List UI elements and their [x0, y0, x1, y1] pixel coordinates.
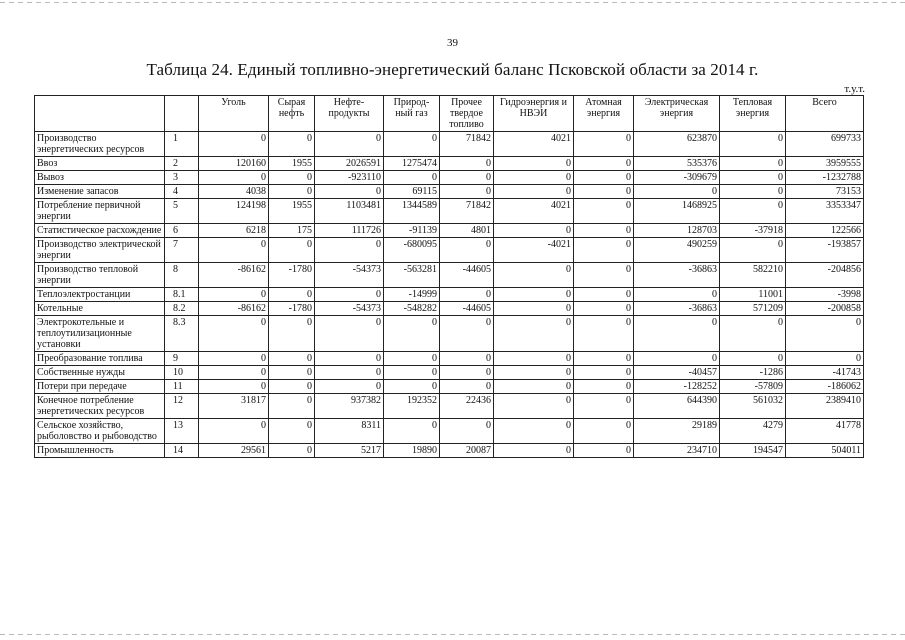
table-cell: 0: [384, 419, 440, 444]
table-row: [35, 366, 864, 380]
table-title: Таблица 24. Единый топливно-энергетический баланс Псковской области за 2014 г.: [146, 60, 759, 79]
table-cell: 0: [199, 171, 269, 185]
row-label: Потребление первичной энергии: [35, 199, 165, 224]
table-cell: 0: [440, 380, 494, 394]
table-cell: 4801: [440, 224, 494, 238]
table-cell: 0: [494, 224, 574, 238]
table-cell: 8311: [315, 419, 384, 444]
table-cell: -309679: [634, 171, 720, 185]
row-label: Теплоэлектростанции: [35, 288, 165, 302]
row-code: 14: [165, 444, 199, 458]
table-cell: 937382: [315, 394, 384, 419]
table-cell: 0: [384, 352, 440, 366]
table-cell: -86162: [199, 302, 269, 316]
table-cell: 0: [720, 199, 786, 224]
table-cell: 71842: [440, 199, 494, 224]
table-cell: 699733: [786, 132, 864, 157]
table-cell: 1955: [269, 199, 315, 224]
scan-edge-top: [0, 2, 905, 3]
row-label: Ввоз: [35, 157, 165, 171]
table-cell: 0: [574, 224, 634, 238]
table-cell: 0: [494, 316, 574, 352]
table-cell: 0: [574, 352, 634, 366]
table-cell: 0: [315, 238, 384, 263]
row-code: 5: [165, 199, 199, 224]
row-code: 8.3: [165, 316, 199, 352]
table-cell: 0: [440, 185, 494, 199]
column-header: Сырая нефть: [269, 96, 315, 132]
table-row: [35, 302, 864, 316]
table-cell: 0: [440, 238, 494, 263]
table-cell: 0: [384, 366, 440, 380]
row-code: 3: [165, 171, 199, 185]
table-cell: 0: [269, 132, 315, 157]
table-cell: -548282: [384, 302, 440, 316]
table-cell: 0: [574, 199, 634, 224]
table-cell: 71842: [440, 132, 494, 157]
table-row: [35, 288, 864, 302]
table-cell: 0: [269, 394, 315, 419]
table-row: [35, 316, 864, 352]
table-cell: -37918: [720, 224, 786, 238]
table-cell: 5217: [315, 444, 384, 458]
row-code: 4: [165, 185, 199, 199]
table-row: [35, 263, 864, 288]
table-cell: 0: [269, 316, 315, 352]
table-cell: 120160: [199, 157, 269, 171]
table-cell: -44605: [440, 302, 494, 316]
column-header: [35, 96, 165, 132]
table-cell: 31817: [199, 394, 269, 419]
table-cell: 0: [574, 366, 634, 380]
table-cell: 111726: [315, 224, 384, 238]
table-cell: -563281: [384, 263, 440, 288]
table-cell: -91139: [384, 224, 440, 238]
table-cell: 0: [199, 380, 269, 394]
table-row: [35, 380, 864, 394]
column-header: Всего: [786, 96, 864, 132]
row-code: 8.1: [165, 288, 199, 302]
column-header: Уголь: [199, 96, 269, 132]
table-cell: 0: [269, 185, 315, 199]
row-code: 6: [165, 224, 199, 238]
table-cell: 0: [269, 288, 315, 302]
row-code: 8.2: [165, 302, 199, 316]
table-cell: -86162: [199, 263, 269, 288]
table-cell: 1344589: [384, 199, 440, 224]
table-cell: 1275474: [384, 157, 440, 171]
row-code: 13: [165, 419, 199, 444]
table-cell: 623870: [634, 132, 720, 157]
row-label: Собственные нужды: [35, 366, 165, 380]
table-cell: 0: [440, 171, 494, 185]
table-cell: 19890: [384, 444, 440, 458]
table-row: [35, 394, 864, 419]
table-cell: 0: [269, 238, 315, 263]
table-cell: 0: [315, 132, 384, 157]
table-cell: -57809: [720, 380, 786, 394]
table-cell: 490259: [634, 238, 720, 263]
table-cell: 0: [720, 157, 786, 171]
column-header: Нефте-продукты: [315, 96, 384, 132]
table-cell: 0: [440, 366, 494, 380]
table-cell: 0: [574, 263, 634, 288]
table-cell: 0: [199, 419, 269, 444]
column-header: Гидроэнергия и НВЭИ: [494, 96, 574, 132]
row-label: Статистическое расхождение: [35, 224, 165, 238]
column-header: Атомная энергия: [574, 96, 634, 132]
row-label: Сельское хозяйство, рыболовство и рыбоводство: [35, 419, 165, 444]
table-cell: 0: [384, 316, 440, 352]
scan-edge-bottom: [0, 634, 905, 635]
table-cell: 0: [634, 185, 720, 199]
table-cell: -14999: [384, 288, 440, 302]
table-cell: 0: [199, 132, 269, 157]
table-cell: 0: [574, 444, 634, 458]
table-cell: -680095: [384, 238, 440, 263]
table-cell: 0: [269, 380, 315, 394]
table-cell: 0: [720, 352, 786, 366]
table-cell: 644390: [634, 394, 720, 419]
table-cell: 0: [199, 316, 269, 352]
table-cell: 571209: [720, 302, 786, 316]
table-cell: 0: [574, 316, 634, 352]
table-cell: 124198: [199, 199, 269, 224]
table-cell: 1468925: [634, 199, 720, 224]
table-cell: 0: [494, 419, 574, 444]
row-label: Промышленность: [35, 444, 165, 458]
table-cell: 4021: [494, 199, 574, 224]
table-cell: -204856: [786, 263, 864, 288]
table-cell: 0: [634, 288, 720, 302]
table-cell: 0: [315, 366, 384, 380]
table-cell: -54373: [315, 263, 384, 288]
table-cell: 1103481: [315, 199, 384, 224]
table-cell: 0: [494, 263, 574, 288]
table-cell: -40457: [634, 366, 720, 380]
table-cell: 22436: [440, 394, 494, 419]
table-cell: 0: [440, 419, 494, 444]
table-body: [35, 132, 864, 458]
row-label: Производство энергетических ресурсов: [35, 132, 165, 157]
table-cell: 0: [574, 157, 634, 171]
table-cell: -4021: [494, 238, 574, 263]
table-cell: 0: [574, 394, 634, 419]
column-header: Прочее твердое топливо: [440, 96, 494, 132]
table-cell: -36863: [634, 263, 720, 288]
table-cell: 192352: [384, 394, 440, 419]
table-row: [35, 238, 864, 263]
table-cell: 4279: [720, 419, 786, 444]
table-cell: -44605: [440, 263, 494, 288]
row-code: 9: [165, 352, 199, 366]
table-cell: 0: [269, 444, 315, 458]
table-cell: -54373: [315, 302, 384, 316]
table-cell: 0: [269, 352, 315, 366]
table-cell: 73153: [786, 185, 864, 199]
table-cell: 0: [494, 366, 574, 380]
table-cell: 0: [634, 352, 720, 366]
table-cell: 0: [574, 288, 634, 302]
table-cell: -1780: [269, 302, 315, 316]
table-cell: 0: [786, 316, 864, 352]
table-cell: 0: [269, 366, 315, 380]
row-label: Преобразование топлива: [35, 352, 165, 366]
table-cell: -200858: [786, 302, 864, 316]
table-cell: 0: [494, 380, 574, 394]
table-cell: 535376: [634, 157, 720, 171]
table-cell: 0: [315, 288, 384, 302]
table-cell: 128703: [634, 224, 720, 238]
table-cell: 0: [634, 316, 720, 352]
table-cell: 0: [269, 171, 315, 185]
table-cell: 3959555: [786, 157, 864, 171]
table-cell: 2389410: [786, 394, 864, 419]
table-cell: 4038: [199, 185, 269, 199]
row-label: Котельные: [35, 302, 165, 316]
table-cell: -36863: [634, 302, 720, 316]
column-header: [165, 96, 199, 132]
table-cell: 3353347: [786, 199, 864, 224]
column-header: Электрическая энергия: [634, 96, 720, 132]
table-cell: 561032: [720, 394, 786, 419]
table-cell: 0: [494, 185, 574, 199]
table-cell: -1780: [269, 263, 315, 288]
table-cell: 0: [574, 132, 634, 157]
column-header: Тепловая энергия: [720, 96, 786, 132]
table-cell: 0: [384, 132, 440, 157]
row-label: Вывоз: [35, 171, 165, 185]
table-cell: 0: [720, 185, 786, 199]
table-cell: 0: [494, 394, 574, 419]
row-label: Конечное потребление энергетических ресурсов: [35, 394, 165, 419]
table-cell: 0: [440, 157, 494, 171]
table-cell: -41743: [786, 366, 864, 380]
table-cell: -1232788: [786, 171, 864, 185]
table-cell: -193857: [786, 238, 864, 263]
table-row: [35, 157, 864, 171]
table-cell: 0: [720, 132, 786, 157]
table-cell: 0: [574, 171, 634, 185]
energy-balance-table: [34, 95, 864, 458]
table-cell: 0: [574, 185, 634, 199]
table-cell: 0: [440, 288, 494, 302]
row-code: 2: [165, 157, 199, 171]
table-cell: 0: [574, 419, 634, 444]
table-cell: 0: [494, 171, 574, 185]
table-cell: 41778: [786, 419, 864, 444]
table-cell: 4021: [494, 132, 574, 157]
table-cell: 0: [786, 352, 864, 366]
table-cell: 11001: [720, 288, 786, 302]
table-cell: 0: [574, 302, 634, 316]
column-header: Природ-ный газ: [384, 96, 440, 132]
table-header-row: [35, 96, 864, 132]
table-cell: 0: [315, 316, 384, 352]
table-cell: 0: [315, 352, 384, 366]
table-cell: 122566: [786, 224, 864, 238]
table-row: [35, 444, 864, 458]
table-cell: 2026591: [315, 157, 384, 171]
table-cell: 29189: [634, 419, 720, 444]
table-row: [35, 132, 864, 157]
table-cell: 0: [269, 419, 315, 444]
table-cell: 234710: [634, 444, 720, 458]
table-cell: 175: [269, 224, 315, 238]
row-label: Электрокотельные и теплоутилизационные установки: [35, 316, 165, 352]
table-cell: 194547: [720, 444, 786, 458]
table-cell: -128252: [634, 380, 720, 394]
table-cell: 0: [494, 157, 574, 171]
table-cell: 0: [199, 238, 269, 263]
table-cell: 0: [384, 380, 440, 394]
table-cell: 582210: [720, 263, 786, 288]
table-row: [35, 185, 864, 199]
row-label: Потери при передаче: [35, 380, 165, 394]
table-cell: 0: [720, 316, 786, 352]
table-cell: 20087: [440, 444, 494, 458]
table-row: [35, 224, 864, 238]
table-cell: 0: [494, 444, 574, 458]
table-cell: 0: [315, 380, 384, 394]
table-cell: 0: [494, 302, 574, 316]
table-cell: -3998: [786, 288, 864, 302]
table-cell: 1955: [269, 157, 315, 171]
row-code: 10: [165, 366, 199, 380]
table-cell: 0: [199, 352, 269, 366]
row-label: Производство электрической энергии: [35, 238, 165, 263]
table-cell: 0: [494, 288, 574, 302]
table-cell: 0: [494, 352, 574, 366]
table-cell: 0: [720, 238, 786, 263]
table-cell: 0: [199, 288, 269, 302]
row-code: 11: [165, 380, 199, 394]
table-row: [35, 199, 864, 224]
row-code: 1: [165, 132, 199, 157]
table-cell: 0: [574, 380, 634, 394]
page-number: 39: [447, 37, 458, 49]
row-label: Изменение запасов: [35, 185, 165, 199]
table-cell: 29561: [199, 444, 269, 458]
table-cell: 0: [440, 352, 494, 366]
row-code: 8: [165, 263, 199, 288]
row-label: Производство тепловой энергии: [35, 263, 165, 288]
table-cell: 0: [199, 366, 269, 380]
table-row: [35, 419, 864, 444]
table-cell: 0: [384, 171, 440, 185]
table-cell: 69115: [384, 185, 440, 199]
table-row: [35, 171, 864, 185]
table-cell: -1286: [720, 366, 786, 380]
table-cell: 0: [720, 171, 786, 185]
row-code: 12: [165, 394, 199, 419]
table-cell: -923110: [315, 171, 384, 185]
units-label: т.у.т.: [844, 83, 865, 95]
table-cell: 0: [574, 238, 634, 263]
table-cell: 504011: [786, 444, 864, 458]
table-cell: 6218: [199, 224, 269, 238]
table-row: [35, 352, 864, 366]
table-cell: 0: [315, 185, 384, 199]
table-cell: -186062: [786, 380, 864, 394]
table-cell: 0: [440, 316, 494, 352]
row-code: 7: [165, 238, 199, 263]
